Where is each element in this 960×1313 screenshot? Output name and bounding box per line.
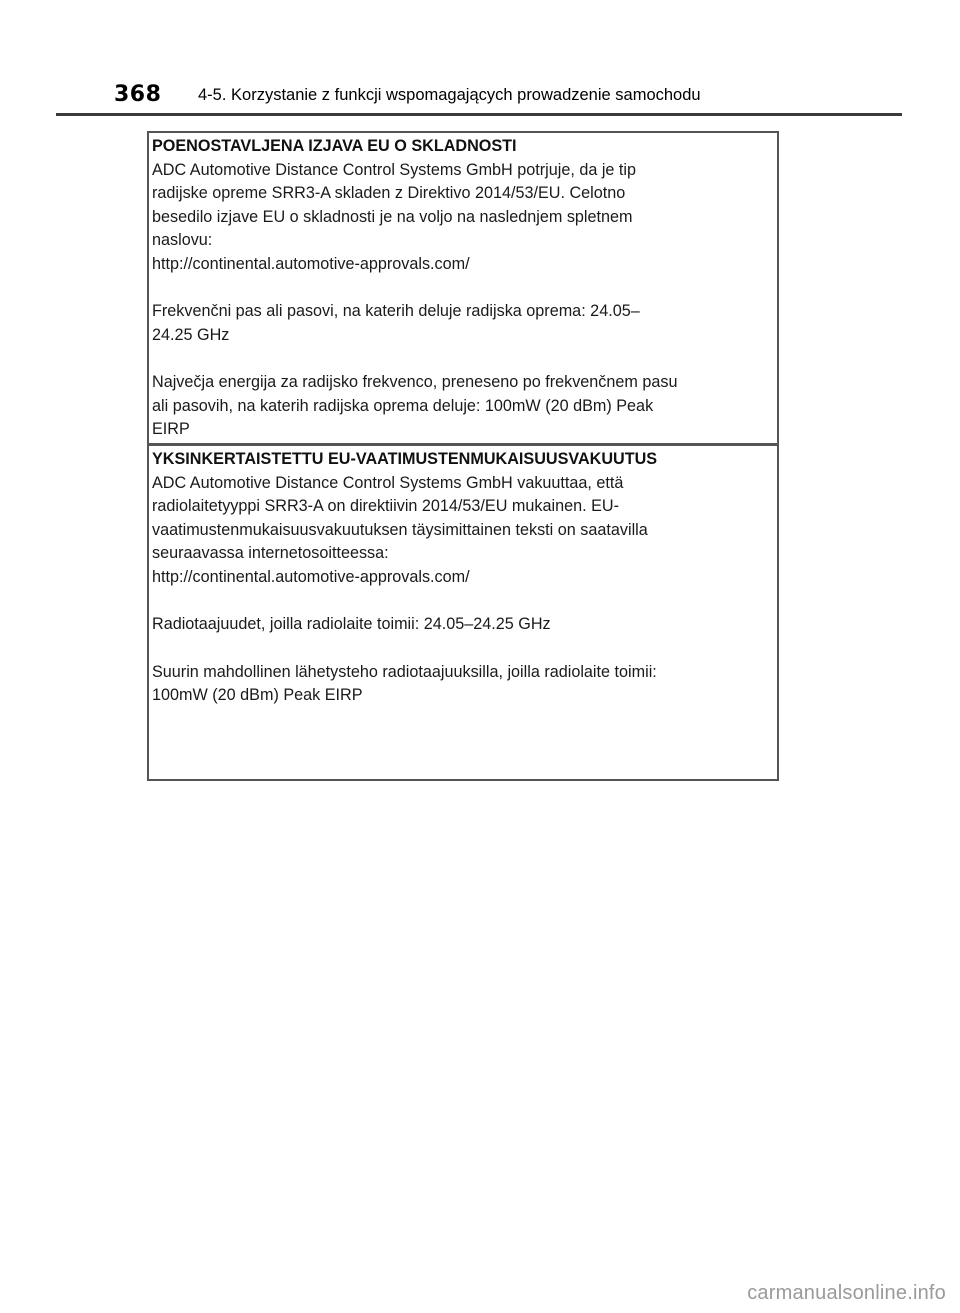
- slovenian-power-text: Največja energija za radijsko frekvenco, preneseno po frekvenčnem pasu ali pasovih, na katerih radijska oprema deluje: 100mW (20 dBm) Peak EIRP: [152, 373, 678, 438]
- slovenian-declaration-body: ADC Automotive Distance Control Systems GmbH potrjuje, da je tip radijske opreme SRR3-A skladen z Direktivo 2014/53/EU. Celotno besedilo izjave EU o skladnosti je na voljo na naslednjem spletnem naslovu: http://continental.automotive-approvals.com/: [152, 160, 637, 273]
- section-title: 4-5. Korzystanie z funkcji wspomagających prowadzenie samochodu: [198, 86, 701, 104]
- finnish-declaration-box: [147, 444, 779, 781]
- header-divider: [56, 113, 902, 116]
- slovenian-declaration-box: [147, 131, 779, 445]
- page-header: [56, 82, 902, 114]
- slovenian-declaration-heading: POENOSTAVLJENA IZJAVA EU O SKLADNOSTI: [152, 137, 517, 155]
- slovenian-frequency-text: Frekvenčni pas ali pasovi, na katerih deluje radijska oprema: 24.05– 24.25 GHz: [152, 302, 640, 344]
- finnish-power-text: Suurin mahdollinen lähetysteho radiotaajuuksilla, joilla radiolaite toimii: 100mW (20 dBm) Peak EIRP: [152, 662, 657, 704]
- finnish-declaration-body: ADC Automotive Distance Control Systems GmbH vakuuttaa, että radiolaitetyyppi SRR3-A on direktiivin 2014/53/EU mukainen. EU- vaatimustenmukaisuusvakuutuksen täysimittainen teksti on saatavilla seuraavassa internetosoitteessa: http://continental.automotive-approvals.com/: [152, 473, 648, 586]
- finnish-frequency-text: Radiotaajuudet, joilla radiolaite toimii: 24.05–24.25 GHz: [152, 615, 551, 633]
- page-number: 368: [114, 82, 162, 107]
- site-watermark: carmanualsonline.info: [747, 1282, 946, 1304]
- finnish-declaration-heading: YKSINKERTAISTETTU EU-VAATIMUSTENMUKAISUUSVAKUUTUS: [152, 450, 658, 468]
